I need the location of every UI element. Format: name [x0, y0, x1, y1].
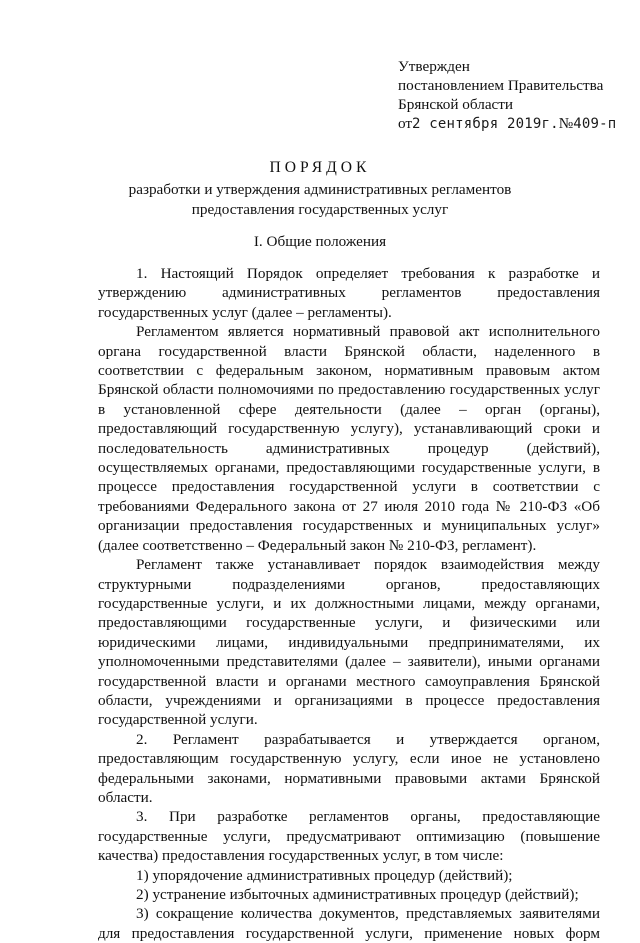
subtitle-line-2: предоставления государственных услуг: [191, 201, 449, 218]
list-item-2: 2) устранение избыточных административных процедур (действий);: [136, 886, 579, 903]
date-prefix: от: [398, 115, 413, 132]
list-item-3: 3) сокращение количества документов, представляемых заявителями для предоставления государственной услуги, применение новых форм: [98, 905, 600, 942]
section-heading: I. Общие положения: [253, 233, 387, 250]
paragraph-3: Регламент также устанавливает порядок взаимодействия между структурными подразделениями органов, предоставляющих государственные услуги, и их должностными лицами, между органами, предоставляющими государственные услуги, и физическими или юридическими лицами, индивидуальными предпринимателями, их уполномоченными представителями (далее – заявители), иными органами государственной власти и органами местного самоуправления Брянской области, учреждениями и организациями в процессе предоставления государственной услуги.: [98, 556, 600, 729]
paragraph-5: 3. При разработке регламентов органы, предоставляющие государственные услуги, предусматривают оптимизацию (повышение качества) предоставления государственных услуг, в том числе:: [98, 808, 600, 865]
document-subtitle: [0, 180, 640, 220]
number-prefix: №: [558, 115, 574, 132]
document-body: [98, 264, 600, 943]
approval-date-line: [398, 114, 630, 134]
subtitle-line-1: разработки и утверждения административных регламентов: [128, 181, 512, 198]
handwritten-number: 409-п: [573, 116, 617, 132]
approval-block: [398, 57, 630, 134]
paragraph-4: 2. Регламент разрабатывается и утверждается органом, предоставляющим государственную услугу, если иное не установлено федеральными законами, нормативными правовыми актами Брянской области.: [98, 730, 600, 806]
approval-line-resolution: постановлением Правительства: [398, 77, 604, 94]
approval-line-approved: Утвержден: [398, 58, 470, 75]
paragraph-1: 1. Настоящий Порядок определяет требования к разработке и утверждению административных регламентов предоставления государственных услуг (далее – регламенты).: [98, 265, 600, 321]
paragraph-2: Регламентом является нормативный правовой акт исполнительного органа государственной власти Брянской области, наделенного в соответствии с федеральным законом, нормативным правовым актом Брянской области полномочиями по предоставлению государственных услуг в установленной сфере деятельности (далее – орган (органы), предоставляющий государственную услугу), устанавливающий сроки и последовательность административных процедур (действий), осуществляемых органами, предоставляющими государственные услуги, в процессе предоставления государственной услуги в соответствии с требованиями Федерального закона от 27 июля 2010 года № 210-ФЗ «Об организации предоставления государственных и муниципальных услуг» (далее соответственно – Федеральный закон № 210-ФЗ, регламент).: [98, 323, 600, 554]
handwritten-date: 2 сентября 2019г.: [412, 116, 559, 132]
document-title: ПОРЯДОК: [269, 159, 371, 176]
list-item-1: 1) упорядочение административных процедур (действий);: [136, 866, 513, 884]
approval-line-region: Брянской области: [398, 96, 514, 113]
